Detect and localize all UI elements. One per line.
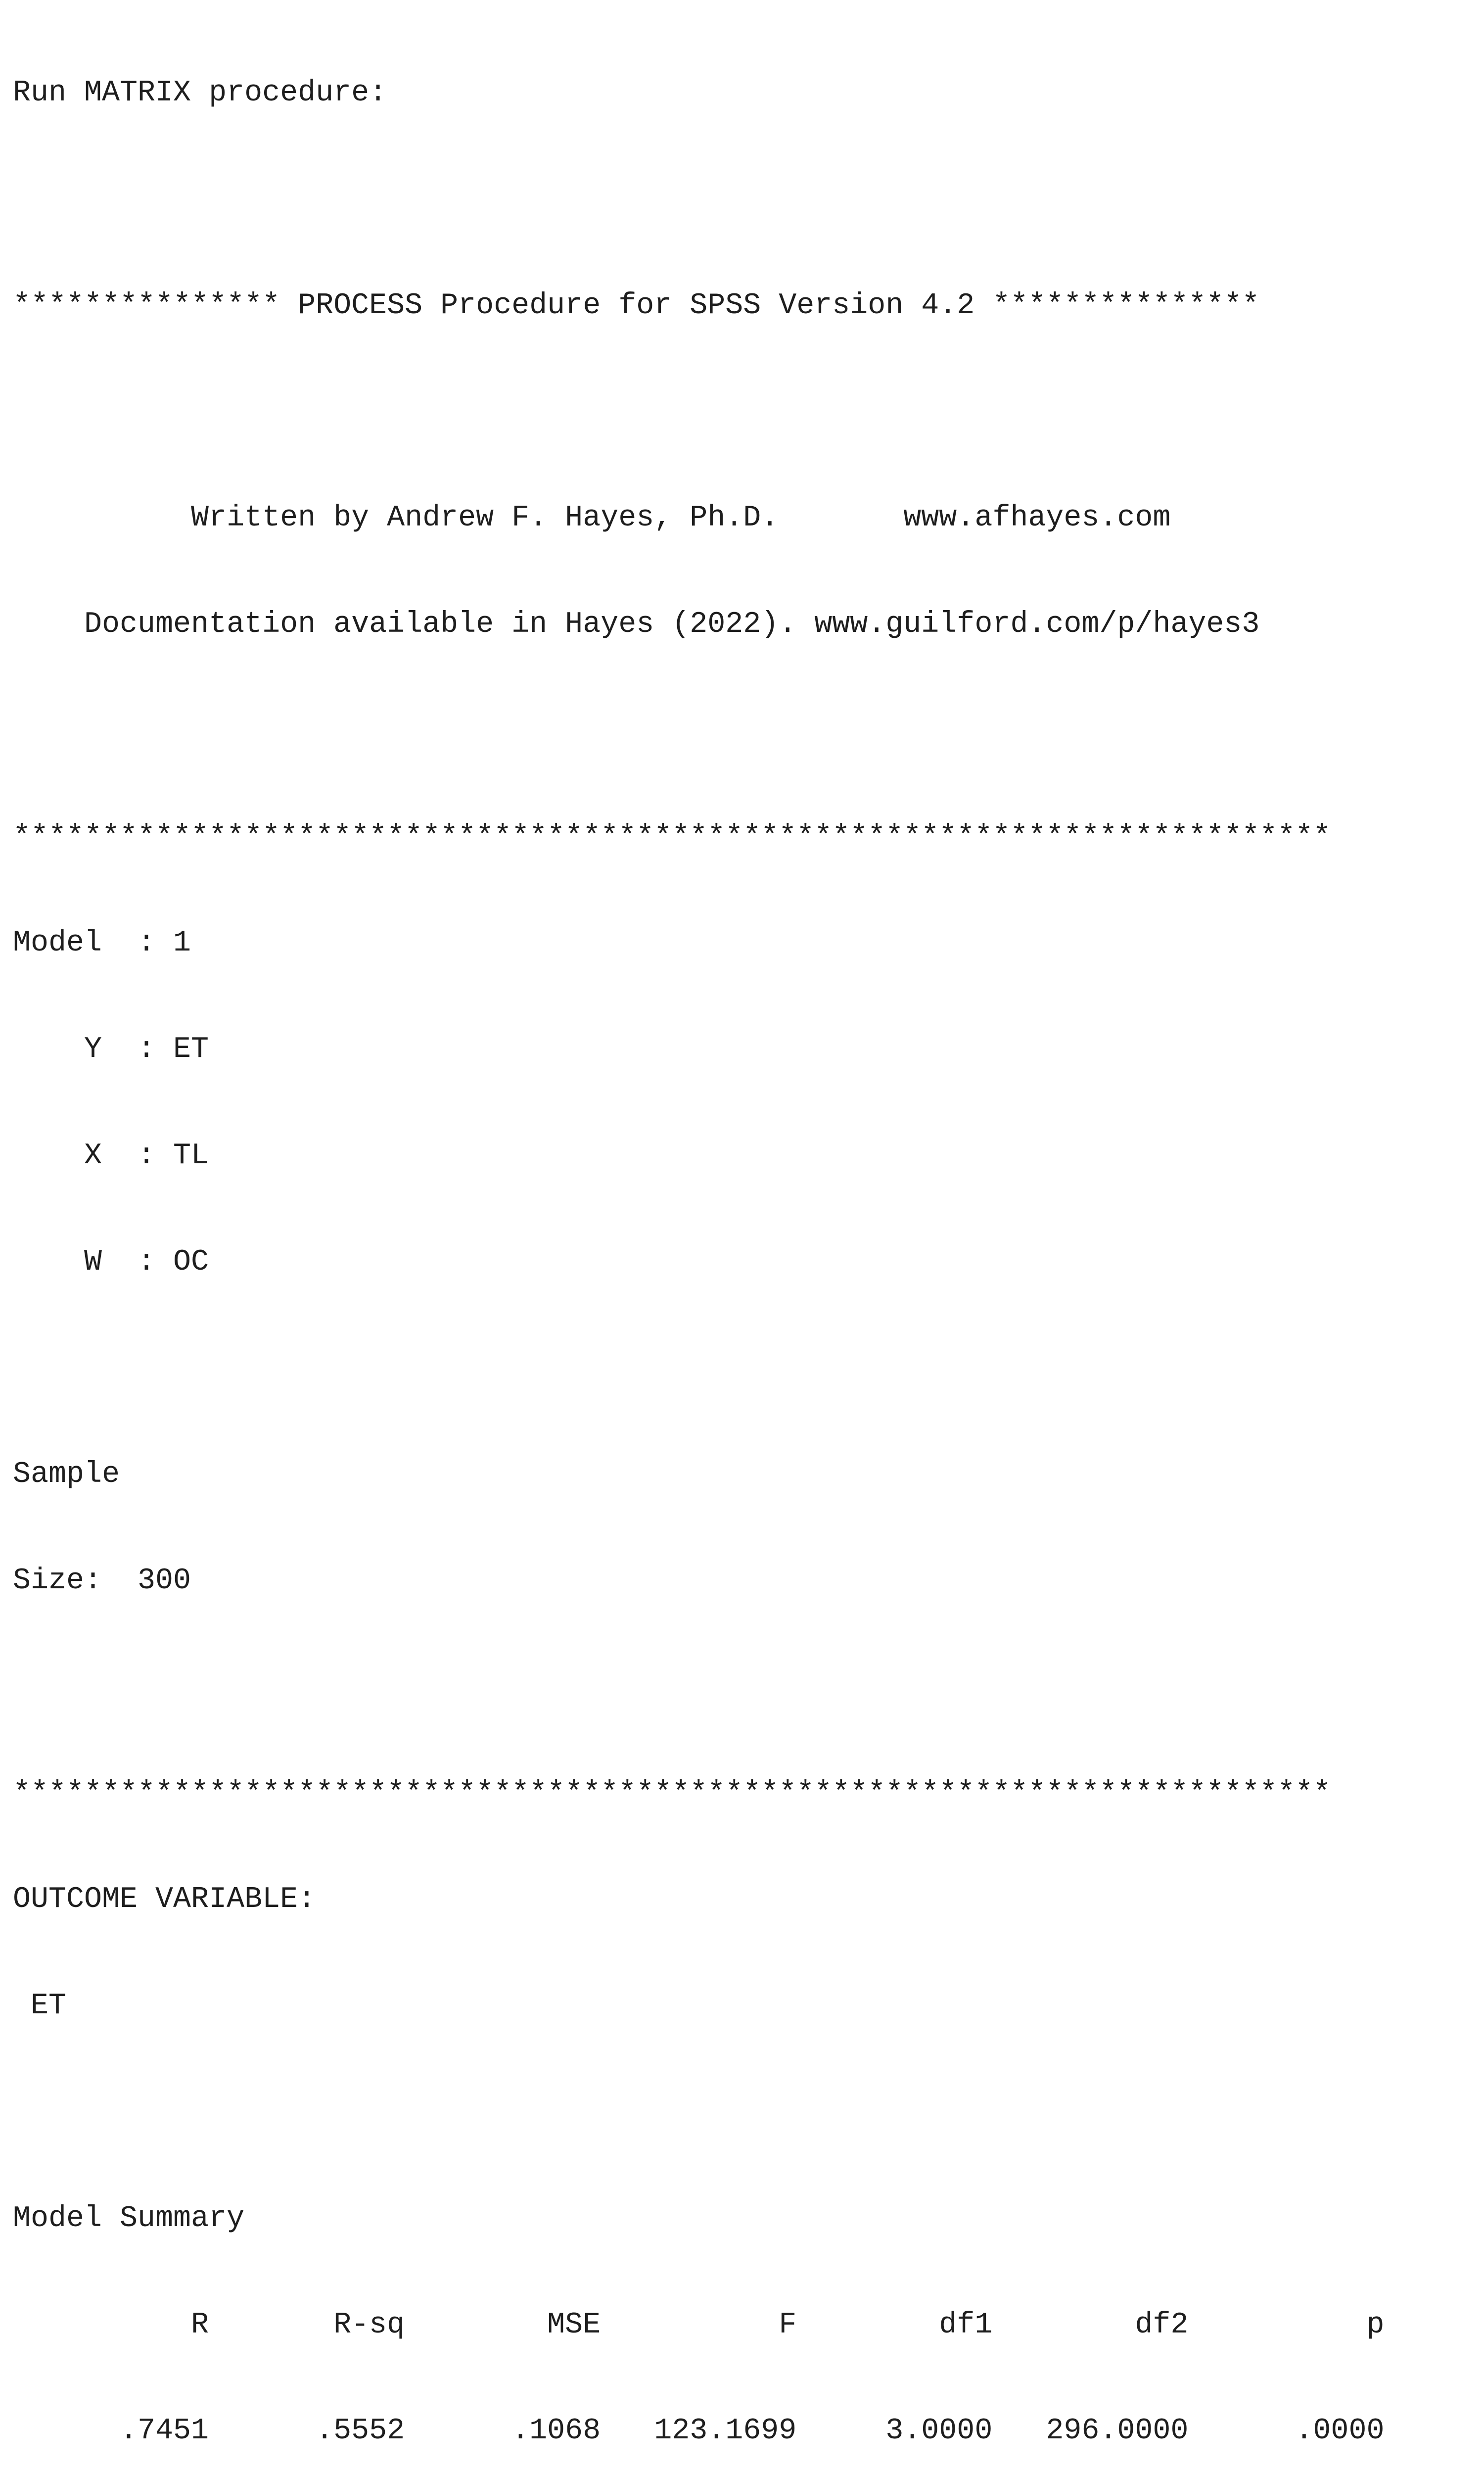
- output-line: Model Summary: [13, 2201, 245, 2236]
- output-line: R R-sq MSE F df1 df2 p: [13, 2308, 1385, 2342]
- output-line: [13, 1351, 1477, 1387]
- output-line: X : TL: [13, 1139, 209, 1173]
- output-line: [13, 2095, 1477, 2131]
- output-line: [13, 714, 1477, 749]
- output-line: [13, 395, 1477, 430]
- output-line: [13, 1670, 1477, 1706]
- output-line: W : OC: [13, 1245, 209, 1279]
- output-line: Written by Andrew F. Hayes, Ph.D. www.afhayes.com: [13, 501, 1171, 535]
- output-line: OUTCOME VARIABLE:: [13, 1883, 316, 1917]
- output-line: **************************************************************************: [13, 820, 1331, 854]
- output-line: *************** PROCESS Procedure for SPSS Version 4.2 ***************: [13, 288, 1260, 323]
- output-line: ET: [13, 1989, 67, 2023]
- output-line: **************************************************************************: [13, 1776, 1331, 1810]
- output-line: Run MATRIX procedure:: [13, 76, 387, 110]
- output-line: Size: 300: [13, 1564, 191, 1598]
- output-line: .7451 .5552 .1068 123.1699 3.0000 296.0000 .0000: [13, 2414, 1385, 2448]
- output-line: Model : 1: [13, 926, 191, 960]
- output-line: Y : ET: [13, 1033, 209, 1067]
- output-line: [13, 182, 1477, 218]
- output-line: Documentation available in Hayes (2022). www.guilford.com/p/hayes3: [13, 608, 1260, 642]
- output-line: Sample: [13, 1458, 120, 1492]
- spss-process-output: [13, 5, 1477, 2448]
